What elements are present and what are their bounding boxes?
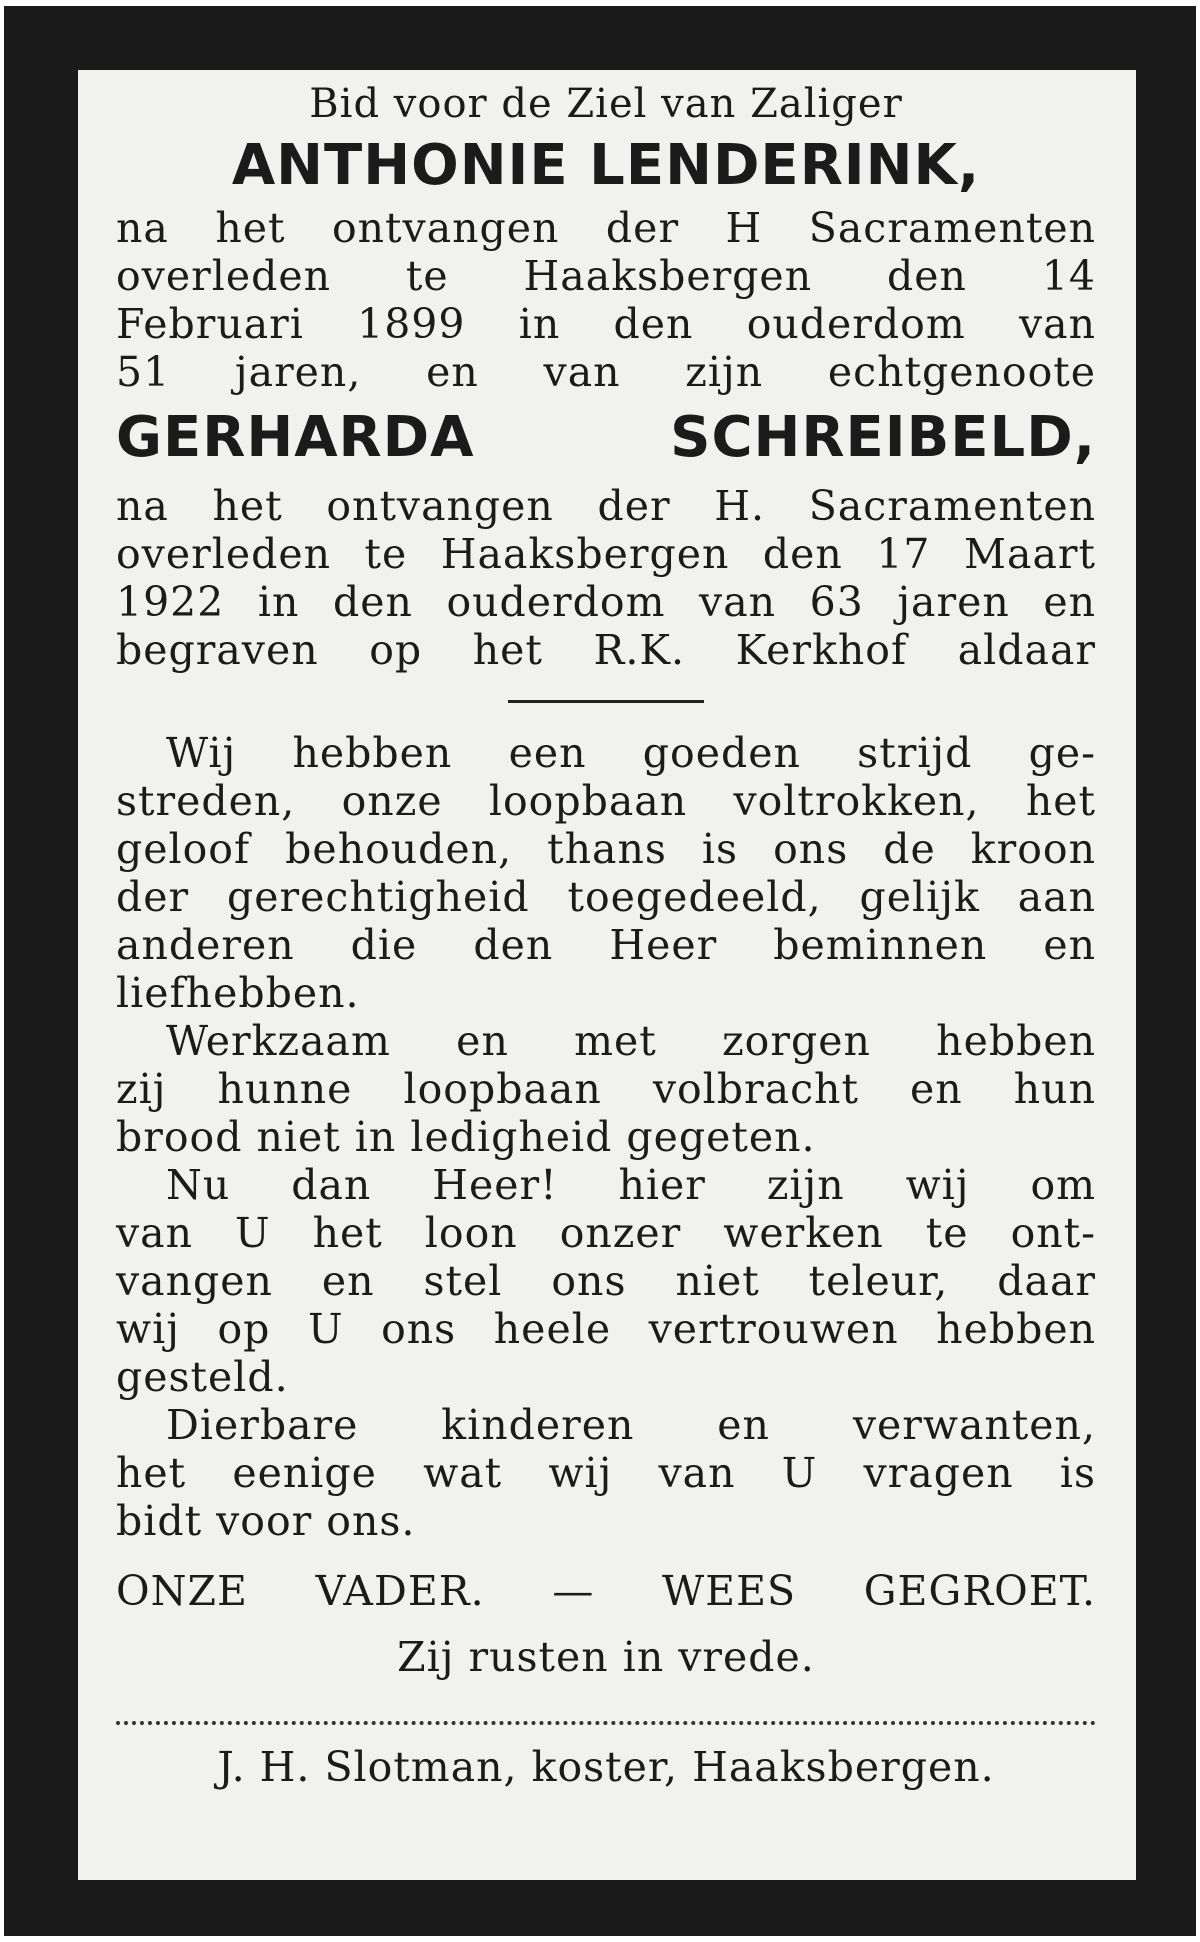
prayer-line: Nu dan Heer! hier zijn wij om (166, 1161, 1096, 1209)
prayer-line: bidt voor ons. (116, 1497, 416, 1545)
prayer-paragraph-4 (116, 1401, 1096, 1545)
prayer-line: Dierbare kinderen en verwanten, (166, 1401, 1096, 1449)
prayer-line: gesteld. (116, 1353, 289, 1401)
detail-line: overleden te Haaksbergen den 14 (116, 252, 1096, 300)
prayer-paragraph-2 (116, 1017, 1096, 1161)
prayer-line: van U het loon onzer werken te ont- (116, 1209, 1096, 1257)
detail-line: begraven op het R.K. Kerkhof aldaar (116, 626, 1096, 674)
prayer-line: vangen en stel ons niet teleur, daar (116, 1257, 1096, 1305)
detail-line: Februari 1899 in den ouderdom van (116, 300, 1096, 348)
prayer-line: geloof behouden, thans is ons de kroon (116, 825, 1096, 873)
deceased-name-2: GERHARDA SCHREIBELD, (116, 405, 1096, 470)
intro-text: Bid voor de Ziel van Zaliger (309, 81, 903, 127)
dotted-separator (116, 1721, 1096, 1725)
prayer-line: het eenige wat wij van U vragen is (116, 1449, 1096, 1497)
prayer-paragraph-3 (116, 1161, 1096, 1401)
rest-in-peace: Zij rusten in vrede. (397, 1633, 815, 1681)
detail-line: na het ontvangen der H. Sacramenten (116, 482, 1096, 530)
first-person-details (116, 204, 1096, 396)
prayer-paragraph-1 (116, 729, 1096, 1017)
detail-line: 51 jaren, en van zijn echtgenoote (116, 348, 1096, 396)
detail-line: overleden te Haaksbergen den 17 Maart (116, 530, 1096, 578)
card-panel (78, 70, 1136, 1880)
closing-prayers: ONZE VADER. — WEES GEGROET. (116, 1567, 1096, 1615)
prayer-line: anderen die den Heer beminnen en (116, 921, 1096, 969)
prayer-line: streden, onze loopbaan voltrokken, het (116, 777, 1096, 825)
prayer-line: brood niet in ledigheid gegeten. (116, 1113, 816, 1161)
prayer-line: zij hunne loopbaan volbracht en hun (116, 1065, 1096, 1113)
detail-line: 1922 in den ouderdom van 63 jaren en (116, 578, 1096, 626)
prayer-line: Werkzaam en met zorgen hebben (166, 1017, 1096, 1065)
divider-rule (508, 700, 704, 703)
detail-line: na het ontvangen der H Sacramenten (116, 204, 1096, 252)
printer-credit: J. H. Slotman, koster, Haaksbergen. (217, 1743, 995, 1791)
prayer-line: wij op U ons heele vertrouwen hebben (116, 1305, 1096, 1353)
prayer-line: liefhebben. (116, 969, 360, 1017)
deceased-name-1: ANTHONIE LENDERINK, (231, 133, 981, 198)
prayer-line: der gerechtigheid toegedeeld, gelijk aan (116, 873, 1096, 921)
prayer-line: Wij hebben een goeden strijd ge- (166, 729, 1096, 777)
memorial-card (4, 6, 1196, 1936)
second-person-details (116, 482, 1096, 674)
